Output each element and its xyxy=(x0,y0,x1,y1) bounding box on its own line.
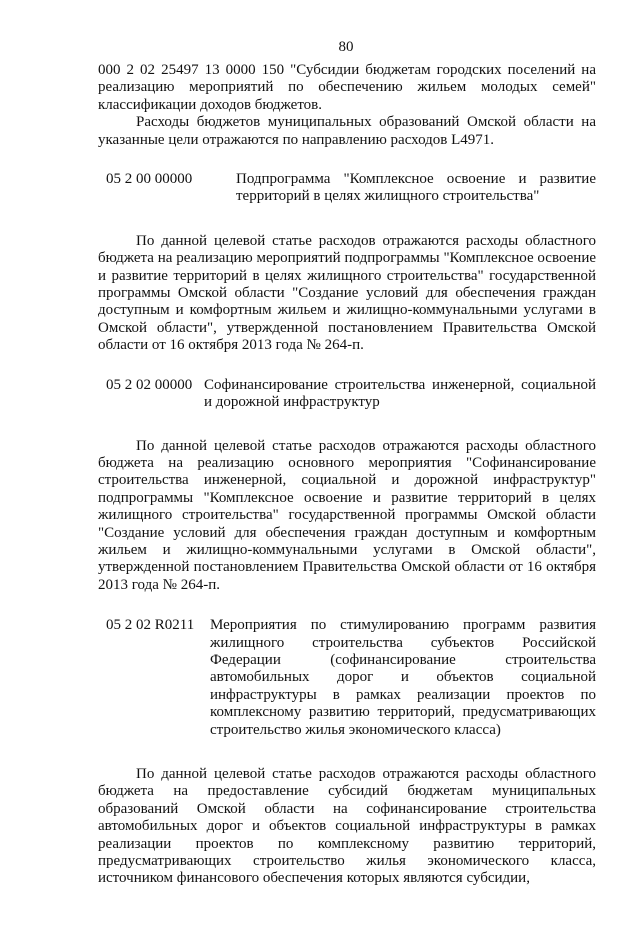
section-heading-05-2-02-00000 xyxy=(98,377,596,412)
section-heading-05-2-00-00000 xyxy=(98,171,596,206)
page-number: 80 xyxy=(338,39,354,55)
section-code: 05 2 00 00000 xyxy=(106,171,193,188)
paragraph-subsidies-description: По данной целевой статье расходов отражаются расходы областного бюджета на предоставление субсидий бюджетам муниципальных образований Омской области на софинансирование строительства автомобильных дорог и объектов социальной инфраструктуры в рамках реализации проектов по комплексному развитию территорий, предусматривающих строительство жилья экономического класса, источником финансового обеспечения которых являются субсидии, xyxy=(98,766,596,887)
paragraph-expense-direction: Расходы бюджетов муниципальных образований Омской области на указанные цели отражаются по направлению расходов L4971. xyxy=(98,114,596,148)
paragraph-income-classification: 000 2 02 25497 13 0000 150 "Субсидии бюджетам городских поселений на реализацию мероприятий по обеспечению жильем молодых семей" классификации доходов бюджетов. xyxy=(98,62,596,113)
section-code: 05 2 02 00000 xyxy=(106,376,193,393)
document-page xyxy=(0,38,640,943)
section-heading-05-2-02-r0211 xyxy=(98,617,596,739)
paragraph-cofinancing-description: По данной целевой статье расходов отражаются расходы областного бюджета на реализацию основного мероприятия "Софинансирование строительства инженерной, социальной и дорожной инфраструктур" подпрограммы "Комплексное освоение и развитие территорий в целях жилищного строительства" государственной программы Омской области "Создание условий для обеспечения граждан доступным и комфортным жильем и жилищно-коммунальными услугами в Омской области", утвержденной постановлением Правительства Омской области от 16 октября 2013 года № 264-п. xyxy=(98,437,596,593)
section-title: Подпрограмма "Комплексное освоение и развитие территорий в целях жилищного строительства" xyxy=(236,171,596,205)
section-title: Мероприятия по стимулированию программ развития жилищного строительства субъектов Российской Федерации (софинансирование строительства автомобильных дорог и объектов социальной инфраструктуры в рамках реализации проектов по комплексному развитию территорий, предусматривающих строительство жилья экономического класса) xyxy=(210,617,596,738)
section-code: 05 2 02 R0211 xyxy=(106,617,195,634)
section-title: Софинансирование строительства инженерной, социальной и дорожной инфраструктур xyxy=(204,376,596,411)
paragraph-subprogram-description: По данной целевой статье расходов отражаются расходы областного бюджета на реализацию мероприятий подпрограммы "Комплексное освоение и развитие территорий в целях жилищного строительства" государственной программы Омской области "Создание условий для обеспечения граждан доступным и комфортным жильем и жилищно-коммунальными услугами в Омской области", утвержденной постановлением Правительства Омской области от 16 октября 2013 года № 264-п. xyxy=(98,232,596,354)
